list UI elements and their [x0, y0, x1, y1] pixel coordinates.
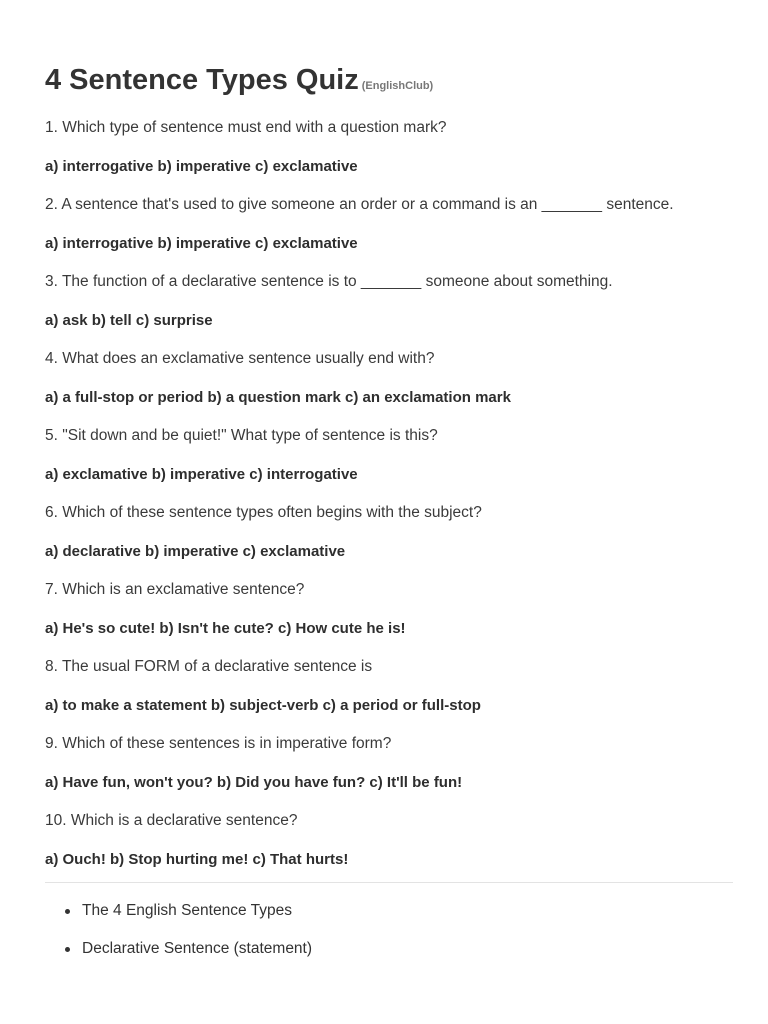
related-link-label[interactable]: Declarative Sentence (statement) — [82, 940, 313, 957]
bullet-icon — [65, 947, 70, 952]
answer-options: a) declarative b) imperative c) exclamative — [45, 542, 346, 560]
question-text: 5. "Sit down and be quiet!" What type of sentence is this? — [45, 427, 438, 444]
quiz-item-3 — [45, 272, 733, 331]
related-links-list — [45, 901, 733, 959]
answer-options: a) He's so cute! b) Isn't he cute? c) How cute he is! — [45, 619, 406, 637]
question-text: 6. Which of these sentence types often begins with the subject? — [45, 504, 482, 521]
quiz-item-7 — [45, 580, 733, 639]
related-link-label[interactable]: The 4 English Sentence Types — [82, 902, 292, 919]
source-label: (EnglishClub) — [361, 80, 434, 92]
title-row — [45, 62, 733, 98]
question-text: 8. The usual FORM of a declarative sentence is — [45, 658, 373, 675]
quiz-list — [45, 118, 733, 870]
answer-options: a) to make a statement b) subject-verb c) a period or full-stop — [45, 696, 481, 714]
quiz-item-6 — [45, 503, 733, 562]
answer-options: a) interrogative b) imperative c) exclamative — [45, 234, 358, 252]
quiz-item-9 — [45, 734, 733, 793]
question-text: 3. The function of a declarative sentence is to _______ someone about something. — [45, 273, 613, 290]
question-text: 4. What does an exclamative sentence usually end with? — [45, 350, 435, 367]
related-link-sentence-types[interactable] — [82, 901, 733, 921]
question-text: 2. A sentence that's used to give someone an order or a command is an _______ sentence. — [45, 196, 674, 213]
quiz-item-10 — [45, 811, 733, 870]
page-title: 4 Sentence Types Quiz — [45, 64, 359, 96]
answer-options: a) Have fun, won't you? b) Did you have fun? c) It'll be fun! — [45, 773, 463, 791]
answer-options: a) ask b) tell c) surprise — [45, 311, 213, 329]
answer-options: a) exclamative b) imperative c) interrogative — [45, 465, 358, 483]
quiz-item-8 — [45, 657, 733, 716]
question-text: 7. Which is an exclamative sentence? — [45, 581, 305, 598]
question-text: 9. Which of these sentences is in imperative form? — [45, 735, 392, 752]
section-divider — [45, 882, 733, 883]
question-text: 10. Which is a declarative sentence? — [45, 812, 298, 829]
answer-options: a) interrogative b) imperative c) exclamative — [45, 157, 358, 175]
quiz-item-4 — [45, 349, 733, 408]
quiz-item-5 — [45, 426, 733, 485]
answer-options: a) a full-stop or period b) a question mark c) an exclamation mark — [45, 388, 511, 406]
quiz-item-2 — [45, 195, 733, 254]
answer-options: a) Ouch! b) Stop hurting me! c) That hurts! — [45, 850, 349, 868]
quiz-item-1 — [45, 118, 733, 177]
bullet-icon — [65, 909, 70, 914]
question-text: 1. Which type of sentence must end with a question mark? — [45, 119, 447, 136]
related-link-declarative-sentence[interactable] — [82, 939, 733, 959]
